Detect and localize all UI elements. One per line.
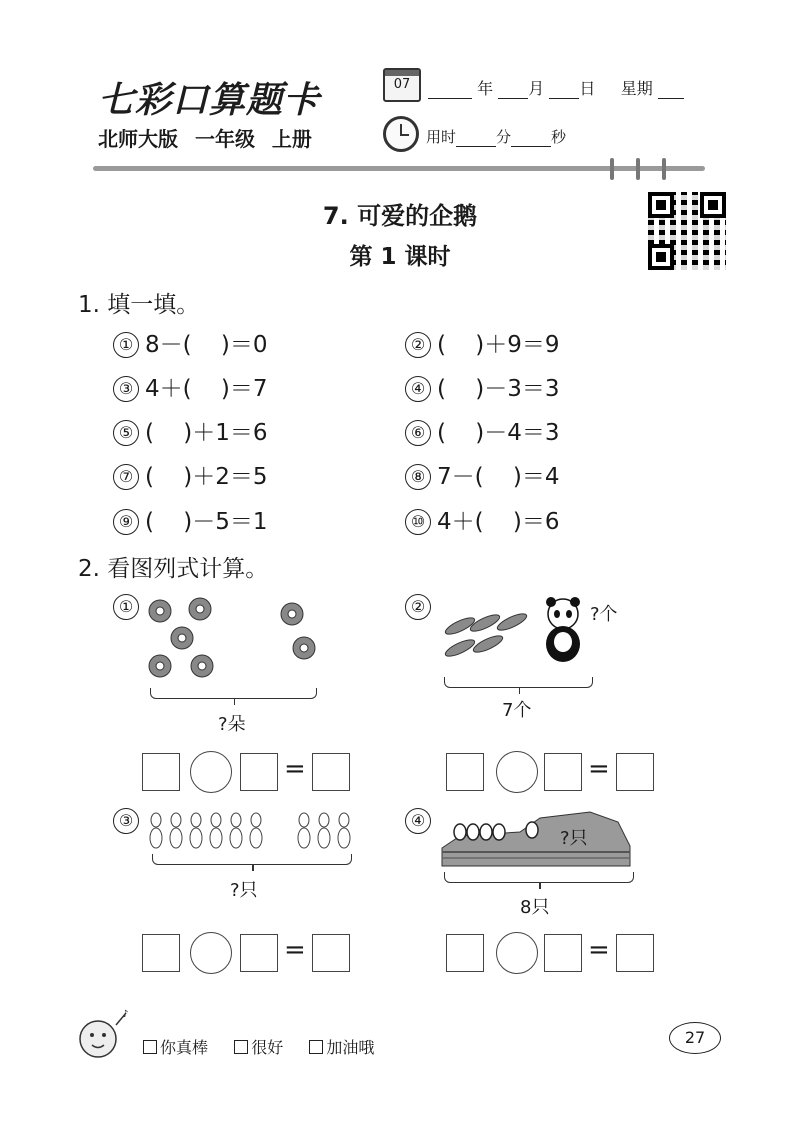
q2-picture-number: ① xyxy=(113,594,145,620)
q2-picture-number: ② xyxy=(405,594,437,620)
picture-tag: ?只 xyxy=(560,828,588,849)
binding-ring-icon xyxy=(636,158,640,180)
self-eval-option[interactable]: 很好 xyxy=(234,1038,283,1057)
lesson-title: 7. 可爱的企鹅 xyxy=(322,202,478,230)
equals-sign: = xyxy=(588,754,610,784)
q1-item[interactable]: ⑨ ( )－5＝1 xyxy=(113,503,267,536)
checkbox[interactable] xyxy=(143,1040,157,1054)
q1-item[interactable]: ⑧ 7－( )＝4 xyxy=(405,458,559,491)
brand-title: 七彩口算题卡 xyxy=(98,79,321,121)
checkbox[interactable] xyxy=(309,1040,323,1054)
equals-sign: = xyxy=(284,754,306,784)
page-number: 27 xyxy=(669,1022,721,1054)
seconds-label: 秒 xyxy=(551,128,567,146)
svg-text:♪: ♪ xyxy=(122,1009,129,1020)
q1-item[interactable]: ③ 4＋( )＝7 xyxy=(113,370,267,403)
calendar-number: 07 xyxy=(393,77,411,92)
self-eval-option[interactable]: 你真棒 xyxy=(143,1038,208,1057)
answer-box[interactable] xyxy=(240,934,278,972)
answer-box[interactable] xyxy=(544,934,582,972)
q1-item[interactable]: ⑦ ( )＋2＝5 xyxy=(113,458,267,491)
picture-brace xyxy=(444,872,634,883)
calendar-icon xyxy=(383,68,421,102)
minutes-label: 分 xyxy=(496,128,512,146)
picture-brace xyxy=(444,677,593,688)
date-month-label: 月 xyxy=(528,79,545,98)
picture-caption: ?朵 xyxy=(218,714,246,735)
equals-sign: = xyxy=(284,935,306,965)
answer-box[interactable] xyxy=(616,934,654,972)
clock-icon xyxy=(383,116,419,152)
picture-tag: ?个 xyxy=(590,604,618,625)
q1-item[interactable]: ② ( )＋9＝9 xyxy=(405,326,559,359)
operator-circle[interactable] xyxy=(190,751,232,793)
mascot-icon xyxy=(70,1005,136,1069)
q2-heading: 2. 看图列式计算。 xyxy=(78,556,269,582)
picture-brace xyxy=(150,688,317,699)
answer-box[interactable] xyxy=(142,753,180,791)
answer-box[interactable] xyxy=(544,753,582,791)
checkbox[interactable] xyxy=(234,1040,248,1054)
picture-caption: ?只 xyxy=(230,880,258,901)
operator-circle[interactable] xyxy=(496,932,538,974)
time-used-label: 用时 xyxy=(426,128,457,146)
animals-illustration xyxy=(146,808,360,854)
lesson-subtitle: 第 1 课时 xyxy=(349,244,451,270)
answer-box[interactable] xyxy=(240,753,278,791)
picture-brace xyxy=(152,854,352,865)
binding-ring-icon xyxy=(662,158,666,180)
answer-box[interactable] xyxy=(142,934,180,972)
operator-circle[interactable] xyxy=(190,932,232,974)
date-day-label: 日 xyxy=(579,79,596,98)
qr-code-icon[interactable] xyxy=(648,192,726,270)
answer-box[interactable] xyxy=(312,934,350,972)
q1-heading: 1. 填一填。 xyxy=(78,292,200,318)
date-line xyxy=(428,76,684,99)
q1-item[interactable]: ⑤ ( )＋1＝6 xyxy=(113,414,267,447)
q2-picture-number: ③ xyxy=(113,808,145,834)
q1-item[interactable]: ④ ( )－3＝3 xyxy=(405,370,559,403)
self-eval-option[interactable]: 加油哦 xyxy=(309,1038,374,1057)
q1-item[interactable]: ① 8－( )＝0 xyxy=(113,326,267,359)
corn-panda-illustration xyxy=(440,596,600,668)
answer-box[interactable] xyxy=(312,753,350,791)
penguins-rock-illustration xyxy=(440,808,632,870)
q1-item[interactable]: ⑥ ( )－4＝3 xyxy=(405,414,559,447)
picture-caption: 8只 xyxy=(520,897,550,918)
answer-box[interactable] xyxy=(446,934,484,972)
flowers-illustration xyxy=(142,596,320,686)
q1-item[interactable]: ⑩ 4＋( )＝6 xyxy=(405,503,559,536)
picture-caption: 7个 xyxy=(502,700,532,721)
self-evaluation xyxy=(143,1035,374,1058)
answer-box[interactable] xyxy=(446,753,484,791)
q2-picture-number: ④ xyxy=(405,808,437,834)
binding-ring-icon xyxy=(610,158,614,180)
date-week-label: 星期 xyxy=(620,79,653,98)
date-year-label: 年 xyxy=(477,79,494,98)
answer-box[interactable] xyxy=(616,753,654,791)
equals-sign: = xyxy=(588,935,610,965)
time-used-line xyxy=(426,126,566,147)
edition-label: 北师大版 一年级 上册 xyxy=(98,127,312,151)
operator-circle[interactable] xyxy=(496,751,538,793)
